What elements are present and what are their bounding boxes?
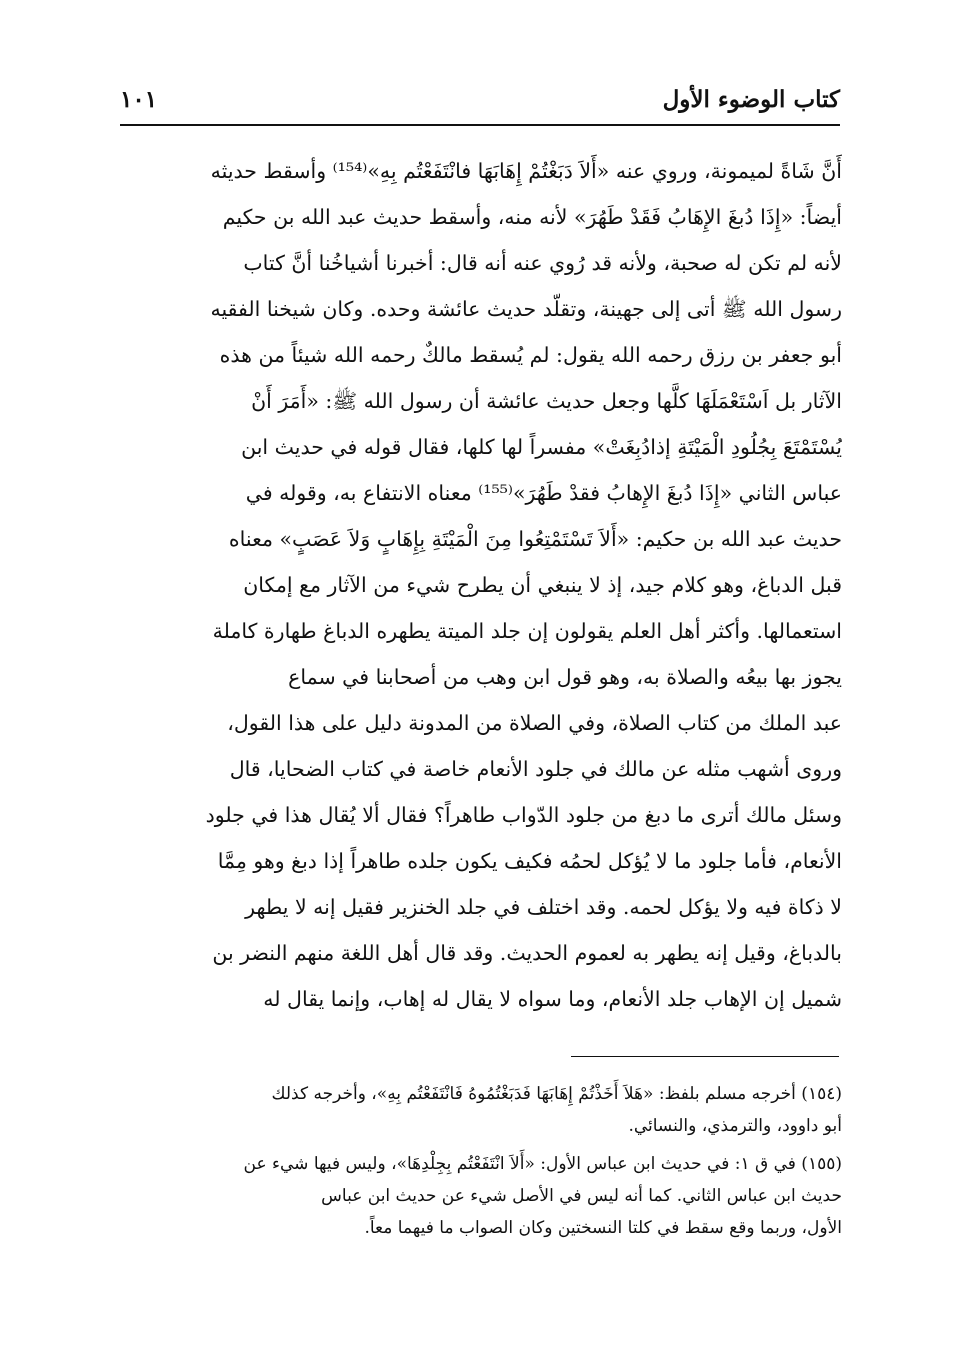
footnote-divider <box>571 1056 839 1057</box>
footnote-154-line: أبو داوود، والترمذي، والنسائي. <box>628 1116 842 1136</box>
text-line: لأنه لم تكن له صحبة، ولأنه قد رُوي عنه أنه قال: أخبرنا أشياخُنا أنَّ كتاب <box>243 251 842 275</box>
text-line: وسئل مالك أترى ما دبغ من جلود الدّواب طاهراً؟ فقال ألا يُقال هذا في جلود <box>205 803 842 827</box>
text-line: أَنَّ شَاةً لميمونة، وروي عنه «أَلاَ دَبَغْتُمْ إِهَابَهَا فانْتَفَعْتُم بِهِ»⁽¹⁵⁴⁾ وأسقط حديثه <box>210 159 842 183</box>
text-line: عباس الثاني «إِذَا دُبغَ الإِهابُ فقدْ طَهُرَ»⁽¹⁵⁵⁾ معناه الانتفاع به، وقوله في <box>245 481 842 505</box>
running-header <box>120 82 840 122</box>
text-line: وروى أشهب مثله عن مالك في جلود الأنعام خاصة في كتاب الضحايا، قال <box>229 757 842 781</box>
text-line: يجوز بها بيعُه والصلاة به، وهو قول ابن وهب من أصحابنا في سماع <box>288 665 842 689</box>
text-line: أبو جعفر بن رزق رحمه الله يقول: لم يُسقط مالكٌ رحمه الله شيئاً من هذه <box>219 343 842 367</box>
text-line: الأنعام، فأما جلود ما لا يُؤكل لحمُه فكيف يكون جلده طاهراً إذا دبغ وهو مِمَّا <box>217 849 842 873</box>
text-line: رسول الله ﷺ أتى إلى جهينة، وتقلّد حديث عائشة وحده. وكان شيخنا الفقيه <box>210 297 842 321</box>
text-line: أيضاً: «إِذَا دُبغَ الإِهَابُ فَقَدْ طَهُرَ» لأنه منه، وأسقط حديث عبد الله بن حكيم <box>222 205 842 229</box>
footnote-155-line: الأول، وربما وقع سقط في كلتا النسختين وكان الصواب ما فيهما معاً. <box>364 1218 842 1238</box>
chapter-title: كتاب الوضوء الأول <box>662 86 840 113</box>
footnote-155-line: (١٥٥) في ق ١: في حديث ابن عباس الأول: «أَلاَ انْتَفَعْتُم بِجِلْدِهَا»، وليس فيها شيء عن <box>243 1154 842 1174</box>
header-divider <box>120 124 840 126</box>
text-line: شميل إن الإهاب جلد الأنعام، وما سواه لا يقال له إهاب، وإنما يقال له <box>263 987 842 1011</box>
text-line: عبد الملك من كتاب الصلاة، وفي الصلاة من المدونة دليل على هذا القول، <box>227 711 842 735</box>
text-line: حديث عبد الله بن حكيم: «أَلاَ تَسْتَمْتِعُوا مِنَ الْمَيْتَةِ بِإِهَابٍ وَلاَ عَصَبٍ» معناه <box>228 527 842 551</box>
text-line: الآثار بل اَسْتَعْمَلَهَا كلَّها وجعل حديث عائشة أن رسول الله ﷺ: «أَمَرَ أَنْ <box>251 389 842 413</box>
text-line: بالدباغ، وقيل إنه يطهر به لعموم الحديث. وقد قال أهل اللغة منهم النضر بن <box>212 941 842 965</box>
footnote-155-line: حديث ابن عباس الثاني. كما أنه ليس في الأصل شيء عن حديث ابن عباس <box>321 1186 842 1206</box>
text-line: قبل الدباغ، وهو كلام جيد، إذ لا ينبغي أن يطرح شيء من الآثار مع إمكان <box>243 573 842 597</box>
footnote-154-line: (١٥٤) أخرجه مسلم بلفظ: «هَلاَ أَخَذْتُمْ إِهَابَهَا فَدَبَغْتُمُوهُ فَانْتَفَعْتُم بِهِ»، وأخرجه كذلك <box>271 1084 842 1104</box>
page-number: ١٠١ <box>120 86 158 113</box>
text-line: استعمالها. وأكثر أهل العلم يقولون إن جلد الميتة يطهره الدباغ طهارة كاملة <box>212 619 842 643</box>
footnotes <box>118 1078 842 1244</box>
text-line: يُسْتَمْتَعَ بِجُلُودِ الْمَيْتَةِ إذادُبِغَتْ» مفسراً لها كلها، فقال قوله في حديث ابن <box>241 435 842 459</box>
text-line: لا ذكاة فيه ولا يؤكل لحمه. وقد اختلف في جلد الخنزير فقيل إنه لا يطهر <box>245 895 842 919</box>
main-text <box>118 148 842 1022</box>
